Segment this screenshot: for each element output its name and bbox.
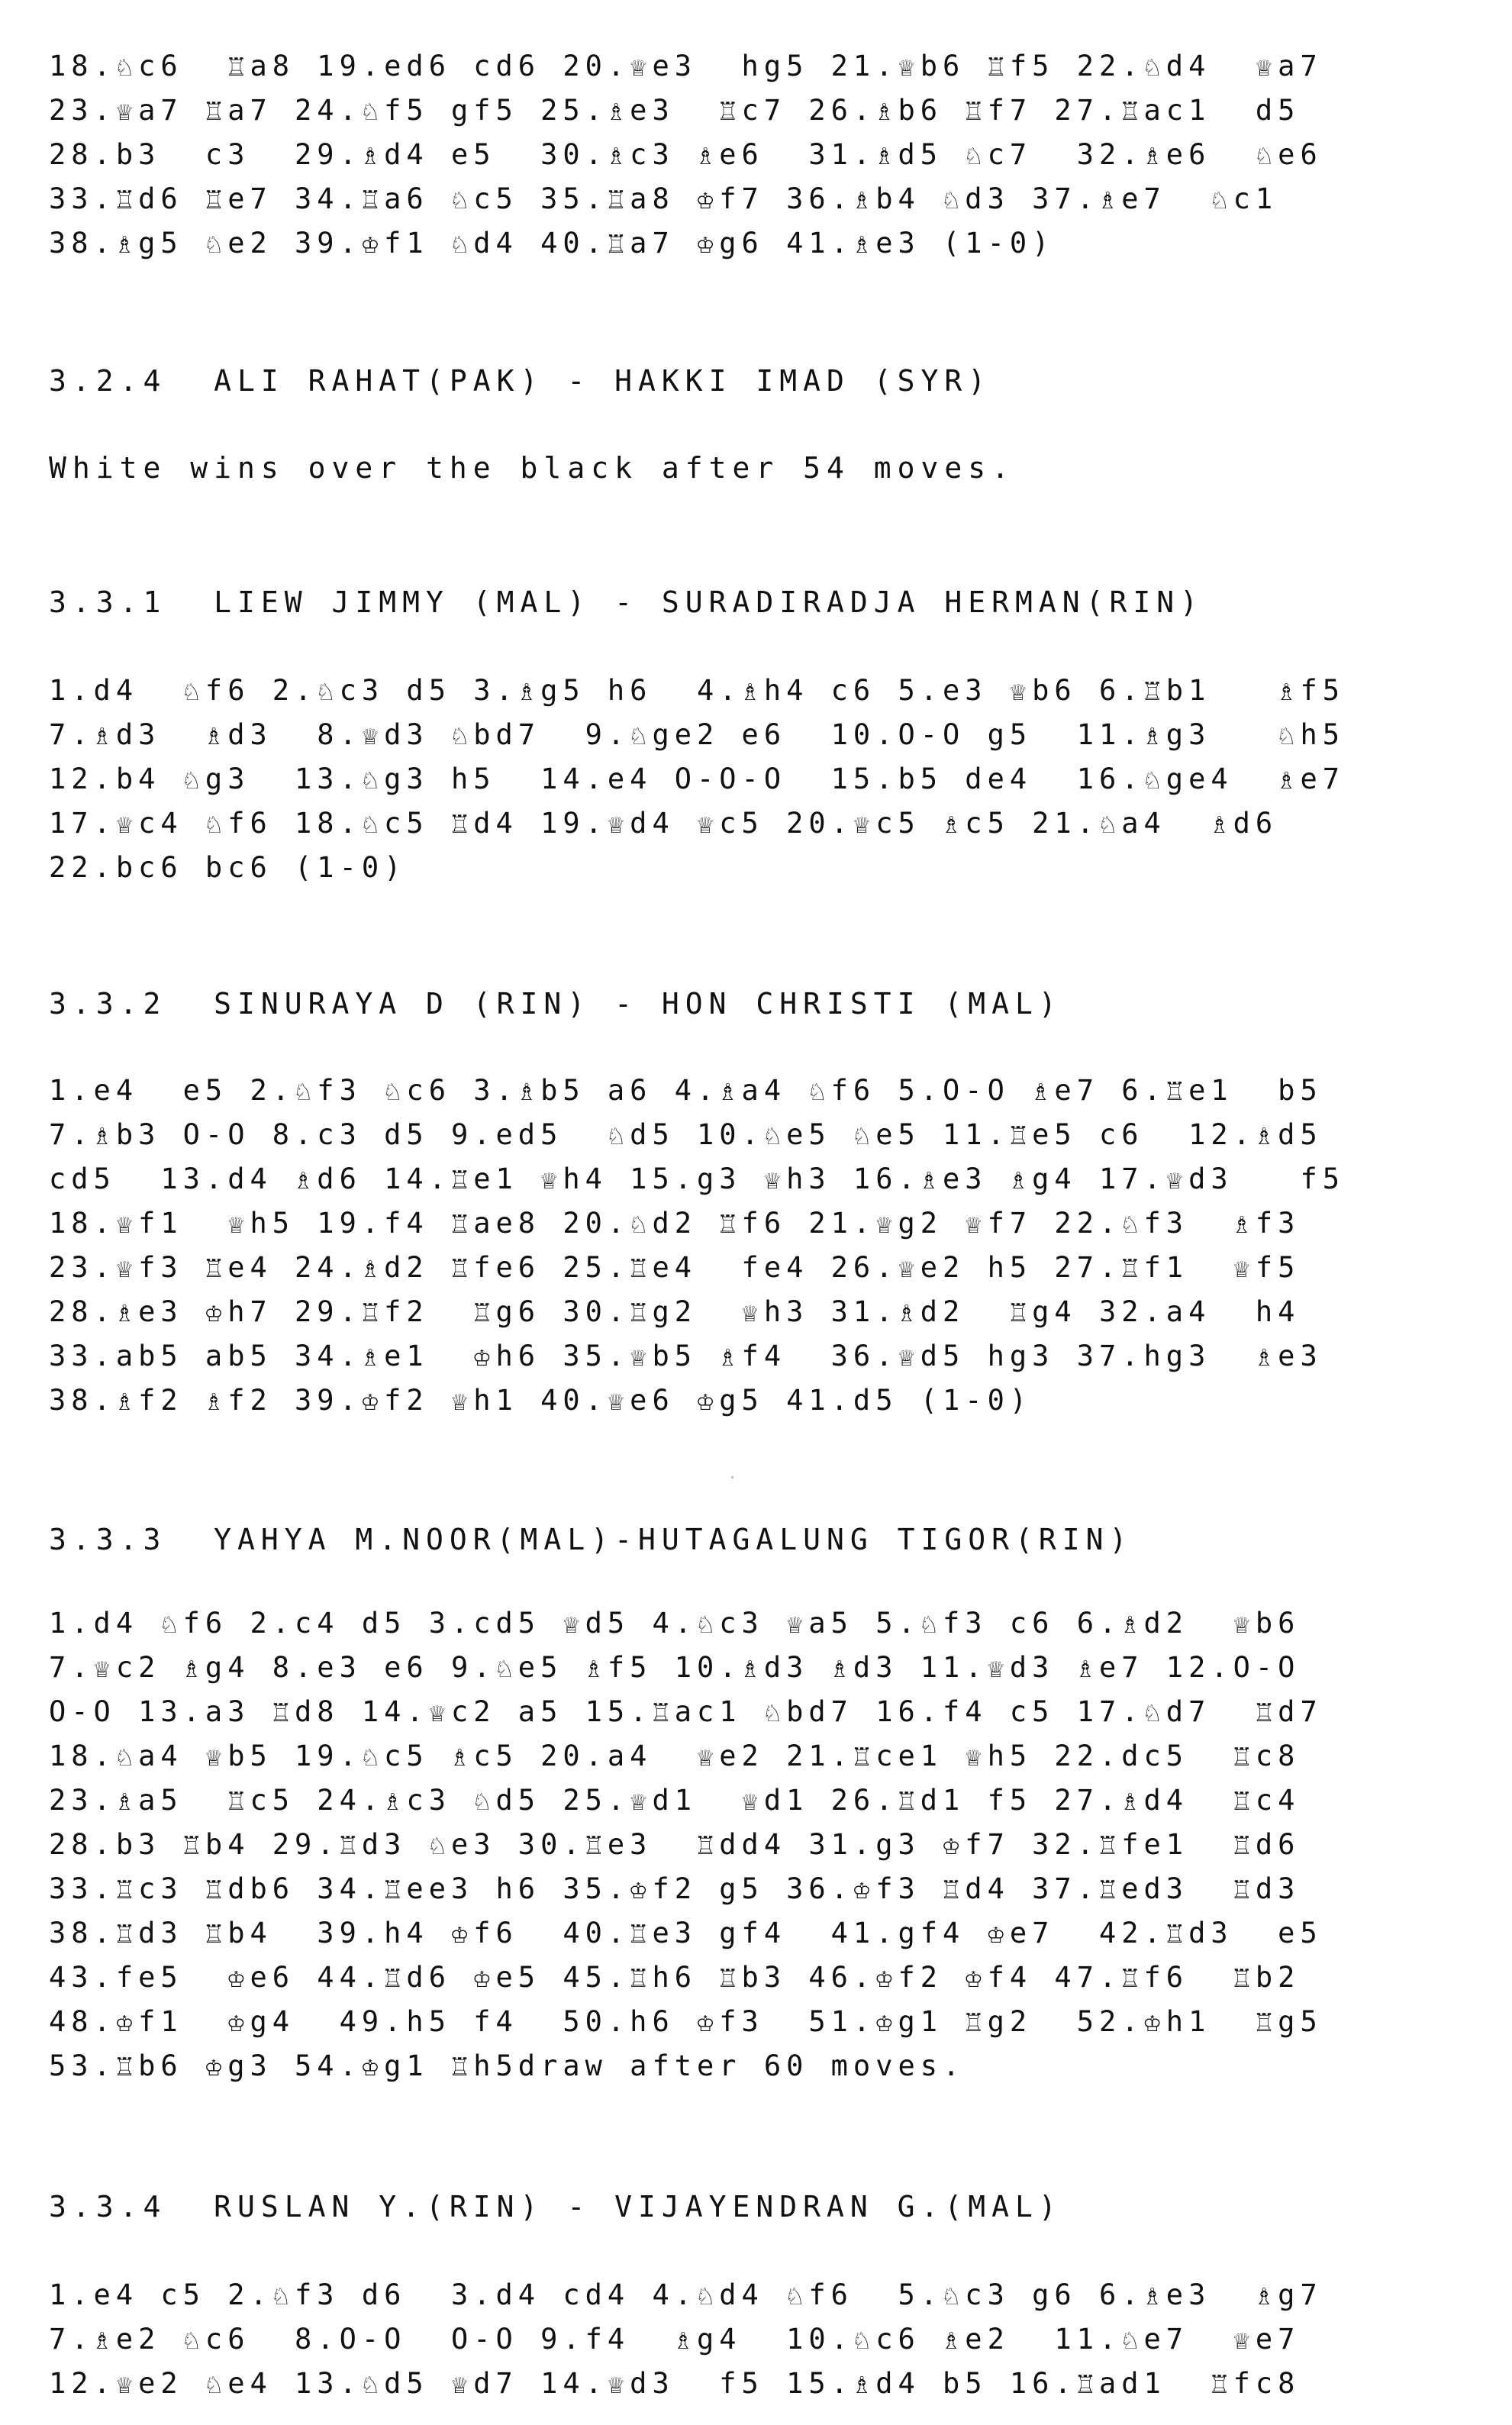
move-line: cd5 13.d4 ♗d6 14.♖e1 ♕h4 15.g3 ♕h3 16.♗e3 ♗g4 17.♕d3 f5 <box>49 1163 1346 1195</box>
move-line: 38.♗f2 ♗f2 39.♔f2 ♕h1 40.♕e6 ♔g5 41.d5 (1-0) <box>49 1384 1033 1417</box>
move-line: 22.bc6 bc6 (1-0) <box>49 851 407 884</box>
move-line: 7.♕c2 ♗g4 8.e3 e6 9.♘e5 ♗f5 10.♗d3 ♗d3 11.♕d3 ♗e7 12.O-O <box>49 1651 1301 1684</box>
game-heading: 3.2.4 ALI RAHAT(PAK) - HAKKI IMAD (SYR) <box>49 364 992 398</box>
move-line: 38.♖d3 ♖b4 39.h4 ♔f6 40.♖e3 gf4 41.gf4 ♔e7 42.♖d3 e5 <box>49 1917 1323 1949</box>
move-line: 7.♗b3 O-O 8.c3 d5 9.ed5 ♘d5 10.♘e5 ♘e5 11.♖e5 c6 12.♗d5 <box>49 1118 1323 1151</box>
move-line: 1.d4 ♘f6 2.c4 d5 3.cd5 ♕d5 4.♘c3 ♕a5 5.♘f3 c6 6.♗d2 ♕b6 <box>49 1607 1301 1640</box>
move-line: 33.♖c3 ♖db6 34.♖ee3 h6 35.♔f2 g5 36.♔f3 ♖d4 37.♖ed3 ♖d3 <box>49 1872 1301 1905</box>
move-line: 28.b3 c3 29.♗d4 e5 30.♗c3 ♗e6 31.♗d5 ♘c7 32.♗e6 ♘e6 <box>49 138 1323 171</box>
move-line: 1.d4 ♘f6 2.♘c3 d5 3.♗g5 h6 4.♗h4 c6 5.e3 ♕b6 6.♖b1 ♗f5 <box>49 674 1346 707</box>
game-heading: 3.3.2 SINURAYA D (RIN) - HON CHRISTI (MAL) <box>49 987 1062 1021</box>
move-line: 48.♔f1 ♔g4 49.h5 f4 50.h6 ♔f3 51.♔g1 ♖g2 52.♔h1 ♖g5 <box>49 2005 1323 2038</box>
move-line: 28.b3 ♖b4 29.♖d3 ♘e3 30.♖e3 ♖dd4 31.g3 ♔f7 32.♖fe1 ♖d6 <box>49 1828 1301 1861</box>
move-line: 18.♘c6 ♖a8 19.ed6 cd6 20.♕e3 hg5 21.♕b6 ♖f5 22.♘d4 ♕a7 <box>49 50 1323 82</box>
move-line: O-O 13.a3 ♖d8 14.♕c2 a5 15.♖ac1 ♘bd7 16.f4 c5 17.♘d7 ♖d7 <box>49 1695 1323 1728</box>
scan-speck <box>731 1476 733 1479</box>
game-result-note: White wins over the black after 54 moves. <box>49 451 1015 485</box>
game-heading: 3.3.1 LIEW JIMMY (MAL) - SURADIRADJA HERMAN(RIN) <box>49 585 1204 619</box>
move-line: 18.♕f1 ♕h5 19.f4 ♖ae8 20.♘d2 ♖f6 21.♕g2 ♕f7 22.♘f3 ♗f3 <box>49 1207 1301 1240</box>
move-line: 7.♗e2 ♘c6 8.O-O O-O 9.f4 ♗g4 10.♘c6 ♗e2 11.♘e7 ♕e7 <box>49 2323 1301 2356</box>
move-line: 18.♘a4 ♕b5 19.♘c5 ♗c5 20.a4 ♕e2 21.♖ce1 ♕h5 22.dc5 ♖c8 <box>49 1740 1301 1772</box>
move-line: 33.♖d6 ♖e7 34.♖a6 ♘c5 35.♖a8 ♔f7 36.♗b4 ♘d3 37.♗e7 ♘c1 <box>49 182 1278 215</box>
move-line: 12.♕e2 ♘e4 13.♘d5 ♕d7 14.♕d3 f5 15.♗d4 b5 16.♖ad1 ♖fc8 <box>49 2367 1301 2400</box>
game-heading: 3.3.4 RUSLAN Y.(RIN) - VIJAYENDRAN G.(MAL) <box>49 2190 1062 2223</box>
game-heading: 3.3.3 YAHYA M.NOOR(MAL)-HUTAGALUNG TIGOR(RIN) <box>49 1523 1133 1556</box>
move-line: 23.♕f3 ♖e4 24.♗d2 ♖fe6 25.♖e4 fe4 26.♕e2 h5 27.♖f1 ♕f5 <box>49 1251 1301 1284</box>
move-line: 12.b4 ♘g3 13.♘g3 h5 14.e4 O-O-O 15.b5 de4 16.♘ge4 ♗e7 <box>49 763 1346 795</box>
move-line: 33.ab5 ab5 34.♗e1 ♔h6 35.♕b5 ♗f4 36.♕d5 hg3 37.hg3 ♗e3 <box>49 1340 1323 1372</box>
move-line: 17.♕c4 ♘f6 18.♘c5 ♖d4 19.♕d4 ♕c5 20.♕c5 ♗c5 21.♘a4 ♗d6 <box>49 807 1278 840</box>
move-line: 28.♗e3 ♔h7 29.♖f2 ♖g6 30.♖g2 ♕h3 31.♗d2 ♖g4 32.a4 h4 <box>49 1295 1301 1328</box>
move-line: 23.♗a5 ♖c5 24.♗c3 ♘d5 25.♕d1 ♕d1 26.♖d1 f5 27.♗d4 ♖c4 <box>49 1784 1301 1817</box>
move-line: 43.fe5 ♔e6 44.♖d6 ♔e5 45.♖h6 ♖b3 46.♔f2 ♔f4 47.♖f6 ♖b2 <box>49 1961 1301 1994</box>
move-line: 23.♕a7 ♖a7 24.♘f5 gf5 25.♗e3 ♖c7 26.♗b6 ♖f7 27.♖ac1 d5 <box>49 94 1301 127</box>
move-line: 38.♗g5 ♘e2 39.♔f1 ♘d4 40.♖a7 ♔g6 41.♗e3 (1-0) <box>49 227 1055 260</box>
move-line: 53.♖b6 ♔g3 54.♔g1 ♖h5draw after 60 moves. <box>49 2049 966 2082</box>
move-line: 1.e4 e5 2.♘f3 ♘c6 3.♗b5 a6 4.♗a4 ♘f6 5.O-O ♗e7 6.♖e1 b5 <box>49 1074 1323 1107</box>
move-line: 1.e4 c5 2.♘f3 d6 3.d4 cd4 4.♘d4 ♘f6 5.♘c3 g6 6.♗e3 ♗g7 <box>49 2278 1323 2311</box>
move-line: 7.♗d3 ♗d3 8.♕d3 ♘bd7 9.♘ge2 e6 10.O-O g5 11.♗g3 ♘h5 <box>49 718 1346 751</box>
